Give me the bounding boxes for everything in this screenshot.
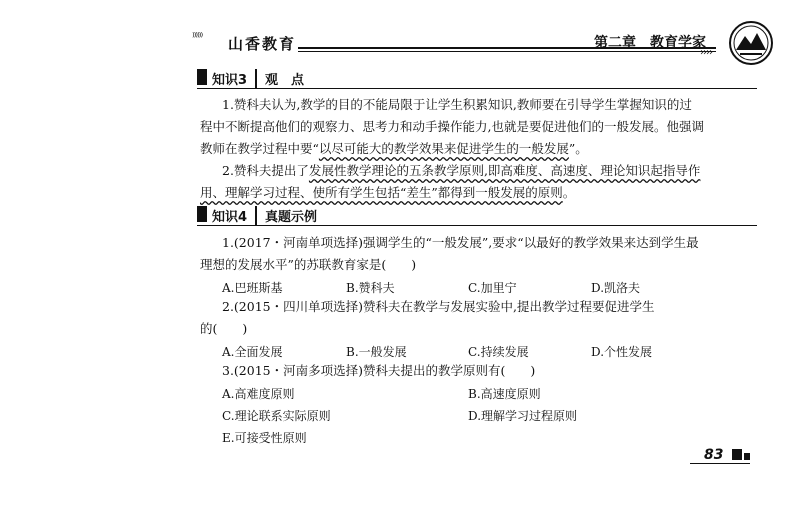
underlined-text: 用、理解学习过程、使所有学生包括“差生”都得到一般发展的原则	[200, 185, 563, 200]
question-line: 理想的发展水平”的苏联教育家是( )	[200, 257, 417, 272]
para-line	[200, 184, 575, 202]
option: D.凯洛夫	[591, 281, 641, 295]
text-run: 2.赞科夫提出了	[222, 163, 309, 178]
option: C.理论联系实际原则	[222, 409, 331, 423]
option: A.高难度原则	[222, 387, 295, 401]
option: E.可接受性原则	[222, 431, 307, 445]
option: C.加里宁	[468, 281, 517, 295]
section-marker	[197, 206, 207, 222]
option: B.高速度原则	[468, 387, 541, 401]
question-line: 1.(2017・河南单项选择)强调学生的“一般发展”,要求“以最好的教学效果来达到学生最	[222, 235, 699, 250]
page-number-mark	[744, 453, 750, 460]
question-line: 3.(2015・河南多项选择)赞科夫提出的教学原则有( )	[222, 363, 536, 378]
chapter-title: 第二章 教育学家	[594, 35, 706, 51]
option: A.全面发展	[222, 345, 283, 359]
para-line	[200, 140, 588, 158]
text-run: 教师在教学过程中要“	[200, 141, 319, 156]
page-number: 83	[704, 447, 724, 463]
para-line	[222, 162, 700, 180]
option: D.个性发展	[591, 345, 653, 359]
para-line: 1.赞科夫认为,教学的目的不能局限于让学生积累知识,教师要在引导学生掌握知识的过	[222, 97, 692, 112]
page-number-rule	[690, 463, 750, 464]
option: A.巴班斯基	[222, 281, 283, 295]
section-title: 观 点	[265, 73, 305, 88]
underlined-text: 发展性教学理论的五条教学原则,即高难度、高速度、理论知识起指导作	[308, 163, 701, 178]
option: B.一般发展	[346, 345, 407, 359]
section-number: 知识3	[212, 69, 257, 88]
question-line: 的( )	[200, 321, 248, 336]
option: D.理解学习过程原则	[468, 409, 578, 423]
para-line: 程中不断提高他们的观察力、思考力和动手操作能力,也就是要促进他们的一般发展。他强调	[200, 119, 704, 134]
mountain-logo-icon	[728, 20, 774, 66]
question-line: 2.(2015・四川单项选择)赞科夫在教学与发展实验中,提出教学过程要促进学生	[222, 299, 655, 314]
chevron-marks: ››››	[700, 47, 712, 58]
underlined-text: 以尽可能大的教学效果来促进学生的一般发展	[318, 141, 569, 156]
text-run: ”。	[568, 141, 588, 156]
section-number: 知识4	[212, 206, 257, 225]
section-rule	[197, 88, 757, 89]
section-heading-3	[212, 69, 304, 88]
brand-name: 山香教育	[228, 35, 297, 53]
text-run: 。	[562, 185, 576, 200]
section-title: 真题示例	[265, 210, 318, 225]
brand-marks: ⁾⁾⁾⁾⁾⁾	[192, 30, 203, 43]
section-rule	[197, 225, 757, 226]
option: C.持续发展	[468, 345, 529, 359]
section-heading-4	[212, 206, 317, 225]
option: B.赞科夫	[346, 281, 395, 295]
section-marker	[197, 69, 207, 85]
page-number-mark	[732, 449, 742, 460]
